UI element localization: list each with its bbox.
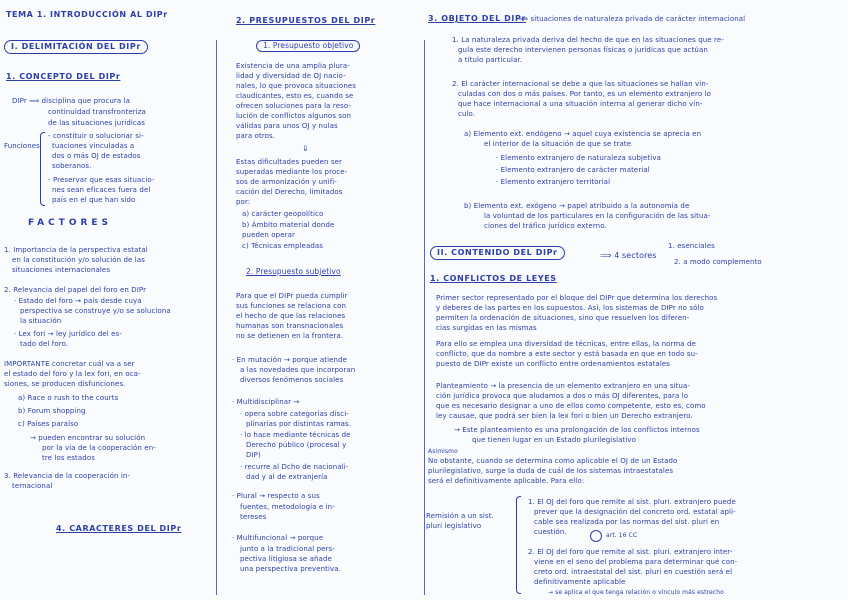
text-line: puesto de DIPr existe un conflicto entre ordenamientos estatales: [436, 360, 671, 368]
subsection-heading: 1. CONFLICTOS DE LEYES: [430, 274, 557, 283]
text-line: el hecho de que las relaciones: [236, 312, 346, 320]
limit-item: c) Técnicas empleadas: [242, 242, 324, 250]
text-line: claudicantes, esto es, cuando se: [236, 92, 354, 100]
important-line: el estado del foro y la lex fori, en oca-: [4, 370, 141, 378]
text-line: no se detienen en la frontera.: [236, 332, 344, 340]
text-line: Para ello se emplea una diversidad de técnicas, entre ellas, la norma de: [436, 340, 696, 348]
caracter-line: · Plural → respecto a sus: [232, 492, 320, 500]
text-line: a) Elemento ext. endógeno → aquel cuya existencia se aprecia en: [464, 130, 702, 138]
text-line: por:: [236, 198, 251, 206]
text-line: → se aplica el que tenga relación o vínculo más estrecho: [548, 589, 724, 596]
text-line: cias surgidas en las mismas: [436, 324, 537, 332]
factor-line: 1. Importancia de la perspectiva estatal: [4, 246, 148, 254]
remision-label: Remisión a un sist.: [426, 512, 494, 520]
func-line: - Preservar que esas situacio-: [48, 176, 155, 184]
asimismo-note: Asimismo: [428, 448, 458, 455]
sector-item: 2. a modo complemento: [674, 258, 762, 266]
caracter-line: · Multifuncional → porque: [232, 534, 324, 542]
article-reference: art. 16 CC: [606, 532, 638, 539]
text-line: → Este planteamiento es una prolongación de los conflictos internos: [454, 426, 700, 434]
caracter-line: dad y al de extranjería: [246, 473, 328, 481]
caracter-line: una perspectiva preventiva.: [240, 565, 342, 573]
text-line: lidad y diversidad de OJ nacio-: [236, 72, 346, 80]
text-line: definitivamente aplicable: [534, 578, 626, 586]
text-line: que hace internacional a una situación interna al generar dicho vín-: [458, 100, 703, 108]
subsection-heading: 1. Presupuesto objetivo: [256, 40, 360, 52]
disfuncion-item: c) Países paraíso: [18, 420, 79, 428]
text-line: nales, lo que provoca situaciones: [236, 82, 357, 90]
text-line: 1. La naturaleza privada deriva del hecho de que en las situaciones que re-: [452, 36, 724, 44]
limit-item: a) carácter geopolítico: [242, 210, 324, 218]
page-title: TEMA 1. INTRODUCCIÓN AL DIPr: [6, 10, 168, 19]
text-line: que tienen lugar en un Estado plurilegislativo: [472, 436, 637, 444]
factor-line: perspectiva se construye y/o se soluciona: [20, 307, 171, 315]
section-heading: 2. PRESUPUESTOS DEL DIPr: [236, 16, 376, 25]
section-heading: 3. OBJETO DEL DIPr: [428, 14, 526, 23]
sectores-label: ⟹ 4 sectores: [600, 251, 657, 260]
column-3: [424, 0, 848, 600]
caracter-line: · opera sobre categorías disci-: [240, 410, 349, 418]
factor-line: 3. Relevancia de la cooperación in-: [4, 472, 131, 480]
coop-line: tre los estados: [42, 454, 95, 462]
caracter-line: pectiva litigiosa se añade: [240, 555, 332, 563]
down-arrow-icon: ⇓: [302, 144, 309, 153]
text-line: creto ord. intraestatal del sist. pluri en cuestión será el: [534, 568, 733, 576]
text-line: prever que la designación del concreto ord. estatal apli-: [534, 508, 736, 516]
text-line: válidas para unos OJ y nulas: [236, 122, 338, 130]
text-line: No obstante, cuando se determina como aplicable el OJ de un Estado: [428, 457, 678, 465]
func-line: país en el que han sido: [52, 196, 136, 204]
text-line: para otros.: [236, 132, 276, 140]
disfuncion-item: b) Forum shopping: [18, 407, 86, 415]
funciones-label: Funciones: [4, 142, 40, 150]
text-line: ley causae, que podrá ser bien la lex fori o bien un Derecho extranjero.: [436, 412, 693, 420]
text-line: culadas con dos o más países. Por tanto, es un elemento extranjero lo: [458, 90, 711, 98]
list-item: · Elemento extranjero territorial: [496, 178, 611, 186]
objeto-definition: ⟹ situaciones de naturaleza privada de carácter internacional: [518, 15, 746, 23]
text-line: la voluntad de los particulares en la configuración de las situa-: [484, 212, 711, 220]
factor-line: 2. Relevancia del papel del foro en DIPr: [4, 286, 147, 294]
text-line: Planteamiento → la presencia de un elemento extranjero en una situa-: [436, 382, 691, 390]
text-line: ciones del tráfico jurídico externo.: [484, 222, 607, 230]
limit-item: b) Ámbito material donde: [242, 221, 335, 229]
text-line: a título particular.: [458, 56, 523, 64]
brace: [40, 132, 45, 206]
limit-item: pueden operar: [242, 231, 295, 239]
caracter-line: · lo hace mediante técnicas de: [240, 431, 351, 439]
definition-line: de las situaciones jurídicas: [48, 119, 146, 127]
caracter-line: · recurre al Dcho de nacionali-: [240, 463, 349, 471]
factor-line: · Lex fori → ley jurídico del es-: [14, 330, 122, 338]
important-line: IMPORTANTE concretar cuál va a ser: [4, 360, 135, 368]
func-line: soberanos.: [52, 162, 92, 170]
circle-mark-icon: [590, 530, 602, 542]
coop-line: por la vía de la cooperación en-: [42, 444, 156, 452]
section-heading: I. DELIMITACIÓN DEL DIPr: [4, 40, 148, 54]
func-line: tuaciones vinculadas a: [52, 142, 135, 150]
text-line: el interior de la situación de que se trate: [484, 140, 632, 148]
text-line: viene en el seno del problema para determinar qué con-: [534, 558, 738, 566]
subsection-heading: 1. CONCEPTO DEL DIPr: [6, 72, 121, 81]
text-line: conflicto, que da nombre a este sector y está basada en que en todo su-: [436, 350, 698, 358]
text-line: sus funciones se relaciona con: [236, 302, 347, 310]
caracter-line: tereses: [240, 513, 267, 521]
subsection-heading: 2. Presupuesto subjetivo: [246, 267, 341, 276]
brace: [516, 496, 521, 594]
text-line: gula este derecho intervienen personas físicas o jurídicas que actúan: [458, 46, 708, 54]
caracter-line: Derecho público (procesal y: [246, 441, 347, 449]
text-line: será el definitivamente aplicable. Para ello:: [428, 477, 585, 485]
caracter-line: fuentes, metodología e in-: [240, 503, 335, 511]
text-line: superadas mediante los proce-: [236, 168, 348, 176]
text-line: cuestión.: [534, 528, 567, 536]
text-line: culo.: [458, 110, 476, 118]
text-line: plurilegislativo, surge la duda de cuál de los sistemas intraestatales: [428, 467, 674, 475]
text-line: sos de armonización y unifi-: [236, 178, 337, 186]
text-line: permiten la ordenación de situaciones, sino que resuelven los diferen-: [436, 314, 690, 322]
text-line: humanas son transnacionales: [236, 322, 344, 330]
definition-line: DIPr ⟹ disciplina que procura la: [12, 97, 131, 105]
factor-line: situaciones internacionales: [12, 266, 111, 274]
text-line: ción jurídica provoca que aludamos a dos o más OJ diferentes, para lo: [436, 392, 689, 400]
text-line: 1. El OJ del foro que remite al sist. pluri. extranjero puede: [528, 498, 736, 506]
caracter-line: a las novedades que incorporan: [240, 366, 356, 374]
factor-line: ternacional: [12, 482, 53, 490]
text-line: cable sea realizada por las normas del sist. pluri en: [534, 518, 720, 526]
text-line: lución de conflictos algunos son: [236, 112, 352, 120]
caracter-line: DIP): [246, 451, 261, 459]
text-line: Primer sector representado por el bloque del DIPr que determina los derechos: [436, 294, 718, 302]
column-2: [212, 0, 424, 600]
func-line: - constituir o solucionar si-: [48, 132, 144, 140]
coop-line: → pueden encontrar su solución: [30, 434, 146, 442]
text-line: y deberes de las partes en los supuestos. Así, los sistemas de DIPr no sólo: [436, 304, 704, 312]
text-line: Existencia de una amplia plura-: [236, 62, 350, 70]
factor-line: tado del foro.: [20, 340, 69, 348]
list-item: · Elemento extranjero de naturaleza subjetiva: [496, 154, 661, 162]
remision-label: pluri legislativo: [426, 522, 482, 530]
factor-line: en la constitución y/o solución de las: [12, 256, 145, 264]
section-heading: II. CONTENIDO DEL DIPr: [430, 246, 565, 260]
list-item: · Elemento extranjero de carácter material: [496, 166, 650, 174]
factor-line: · Estado del foro → país desde cuya: [14, 297, 142, 305]
text-line: b) Elemento ext. exógeno → papel atribuido a la autonomía de: [464, 202, 690, 210]
caracter-line: · En mutación → porque atiende: [232, 356, 348, 364]
disfuncion-item: a) Race o rush to the courts: [18, 394, 119, 402]
text-line: Para que el DIPr pueda cumplir: [236, 292, 348, 300]
text-line: 2. El OJ del foro que remite al sist. pluri. extranjero inter-: [528, 548, 733, 556]
text-line: que es necesario designar a uno de ellos como competente, esto es, como: [436, 402, 706, 410]
func-line: dos o más OJ de estados: [52, 152, 141, 160]
caracter-line: plinarias por distintas ramas.: [246, 420, 352, 428]
func-line: nes sean eficaces fuera del: [52, 186, 151, 194]
column-1: [0, 0, 212, 600]
important-line: siones, se producen disfunciones.: [4, 380, 126, 388]
text-line: 2. El carácter internacional se debe a que las situaciones se hallan vin-: [452, 80, 709, 88]
caracter-line: junto a la tradicional pers-: [240, 545, 335, 553]
factor-line: la situación: [20, 317, 62, 325]
caracter-line: diversos fenómenos sociales: [240, 376, 344, 384]
factores-heading: FACTORES: [28, 218, 113, 228]
text-line: cación del Derecho, limitados: [236, 188, 343, 196]
definition-line: continuidad transfronteriza: [48, 108, 146, 116]
subsection-heading: 4. CARACTERES DEL DIPr: [56, 524, 182, 533]
text-line: ofrecen soluciones para la reso-: [236, 102, 351, 110]
sector-item: 1. esenciales: [668, 242, 715, 250]
text-line: Estas dificultades pueden ser: [236, 158, 342, 166]
caracter-line: · Multidisciplinar →: [232, 398, 300, 406]
